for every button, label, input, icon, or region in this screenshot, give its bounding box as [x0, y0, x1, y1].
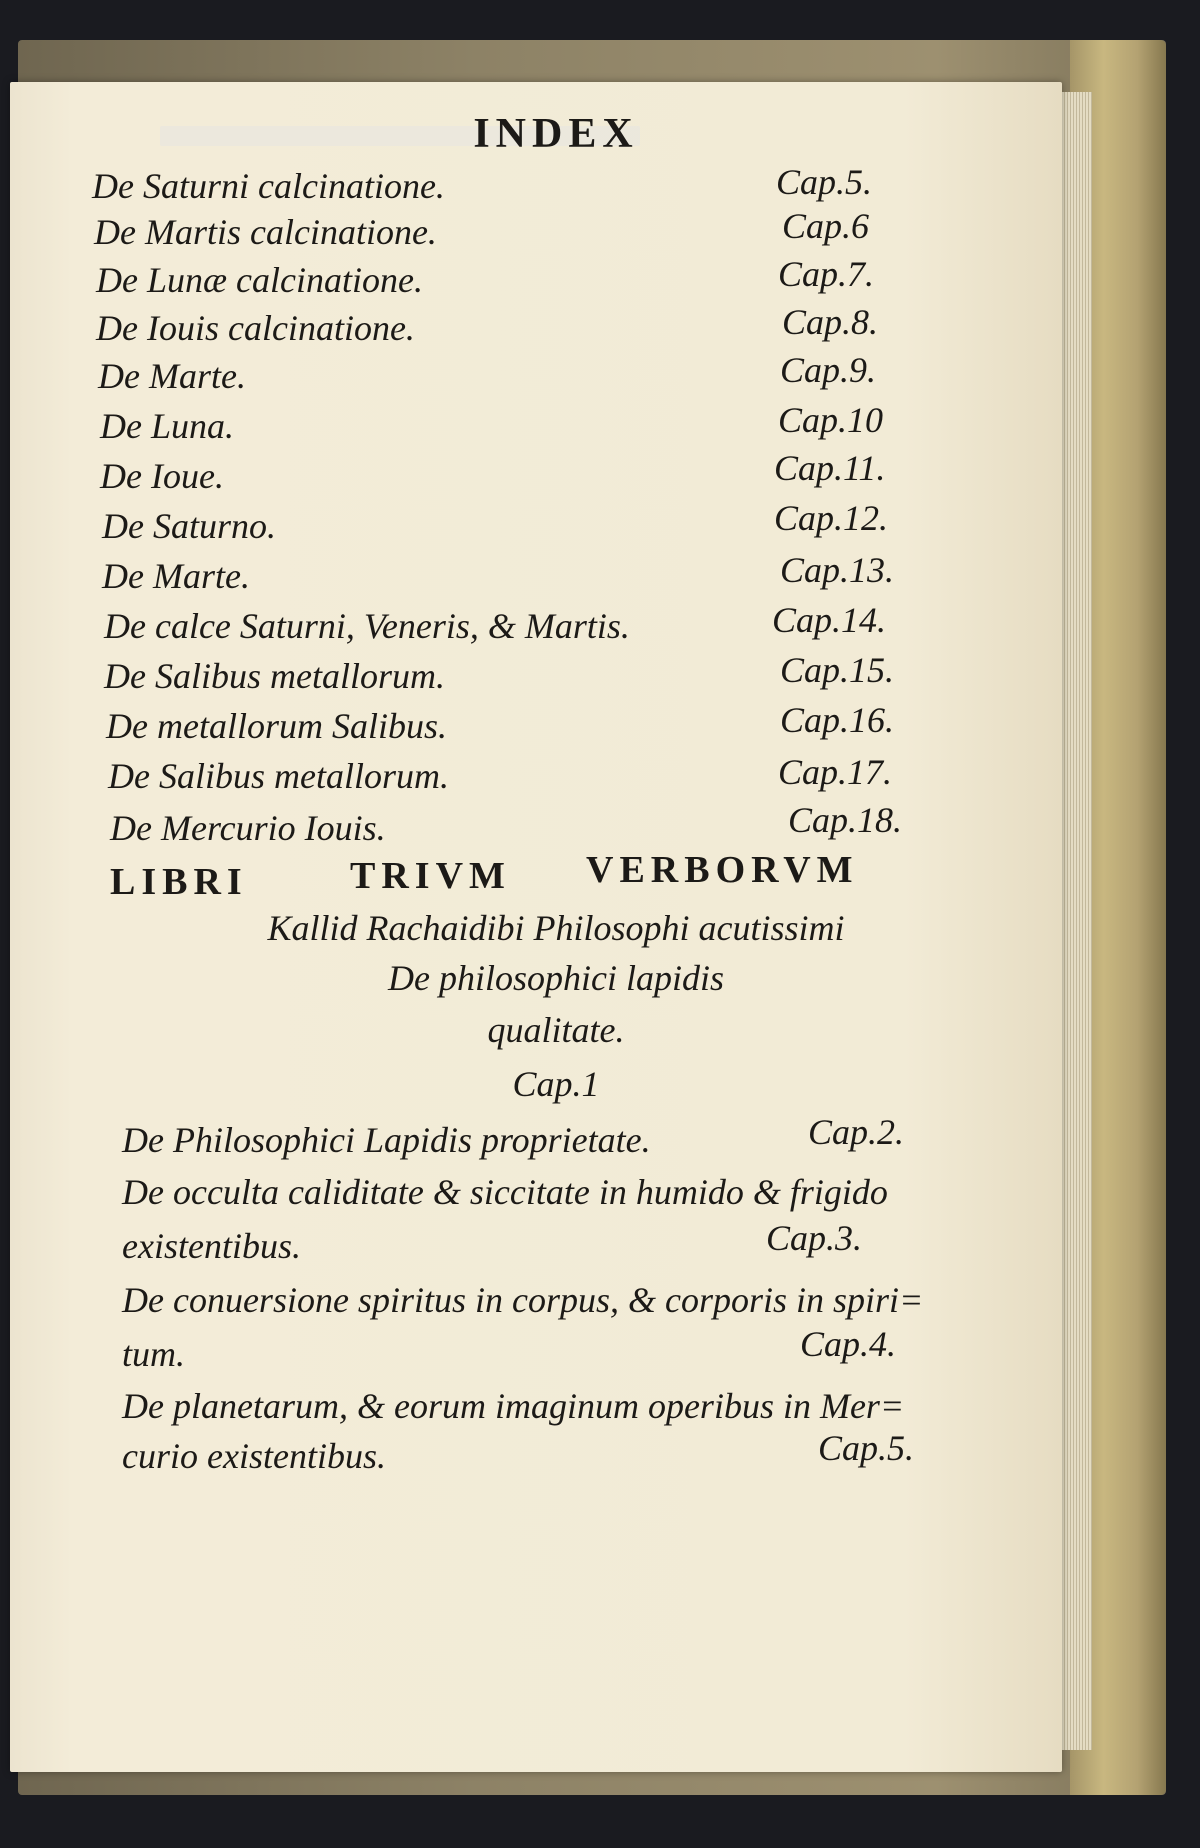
- index-entry-text: curio existentibus.: [122, 1436, 386, 1476]
- section-heading-word-1: LIBRI: [110, 861, 248, 903]
- index-entry-cap: Cap.18.: [788, 800, 903, 840]
- index-entry-cap: Cap.14.: [772, 600, 887, 640]
- index-entry-cap: Cap.17.: [778, 752, 893, 792]
- page-content: [10, 82, 1062, 1772]
- index-entry-cap: Cap.4.: [800, 1324, 897, 1364]
- index-entry-text: De Philosophici Lapidis proprietate.: [122, 1120, 651, 1160]
- section-subtitle: Kallid Rachaidibi Philosophi acutissimi: [267, 908, 845, 948]
- index-entry-text: De Iouis calcinatione.: [96, 308, 415, 348]
- index-entry-text: De planetarum, & eorum imaginum operibus in Mer=: [122, 1386, 905, 1426]
- index-entry-text: De Marte.: [102, 556, 250, 596]
- index-entry-text: existentibus.: [122, 1226, 301, 1266]
- index-entry-text: De Mercurio Iouis.: [110, 808, 386, 848]
- index-entry-cap: Cap.2.: [808, 1112, 905, 1152]
- section-subtitle: qualitate.: [487, 1010, 625, 1050]
- index-entry-cap: Cap.10: [778, 400, 884, 440]
- index-entry-text: De Ioue.: [100, 456, 224, 496]
- index-entry-cap: Cap.16.: [780, 700, 895, 740]
- index-entry-cap: Cap.7.: [778, 254, 875, 294]
- index-entry-cap: Cap.3.: [766, 1218, 863, 1258]
- index-entry-cap: Cap.13.: [780, 550, 895, 590]
- index-entry-text: De Luna.: [100, 406, 234, 446]
- index-entry-text: De Salibus metallorum.: [108, 756, 449, 796]
- running-head: INDEX: [473, 111, 639, 157]
- index-entry-cap: Cap.11.: [774, 448, 886, 488]
- section-heading-word-3: VERBORVM: [586, 849, 859, 891]
- index-entry-text: De calce Saturni, Veneris, & Martis.: [104, 606, 630, 646]
- index-entry-text: De Marte.: [98, 356, 246, 396]
- index-entry-text: tum.: [122, 1334, 185, 1374]
- index-entry-text: De Saturni calcinatione.: [92, 166, 445, 206]
- index-entry-text: De conuersione spiritus in corpus, & corporis in spiri=: [122, 1280, 924, 1320]
- index-entry-cap: Cap.8.: [782, 302, 879, 342]
- index-entry-cap: Cap.6: [782, 206, 870, 246]
- index-entry-cap: Cap.12.: [774, 498, 889, 538]
- index-entry-cap: Cap.5.: [818, 1428, 915, 1468]
- index-entry-text: De Martis calcinatione.: [94, 212, 437, 252]
- index-entry-cap: Cap.5.: [776, 162, 873, 202]
- section-heading-word-2: TRIVM: [350, 855, 511, 897]
- section-subtitle: De philosophici lapidis: [388, 958, 724, 998]
- index-entry-text: De Salibus metallorum.: [104, 656, 445, 696]
- index-entry-text: De occulta caliditate & siccitate in humido & frigido: [122, 1172, 888, 1212]
- index-entry-cap: Cap.15.: [780, 650, 895, 690]
- index-entry-text: De Saturno.: [102, 506, 276, 546]
- index-entry-text: De Lunæ calcinatione.: [96, 260, 423, 300]
- index-entry-cap: Cap.9.: [780, 350, 877, 390]
- section-chapter: Cap.1: [512, 1064, 600, 1104]
- index-entry-text: De metallorum Salibus.: [106, 706, 447, 746]
- book-page: [10, 82, 1062, 1772]
